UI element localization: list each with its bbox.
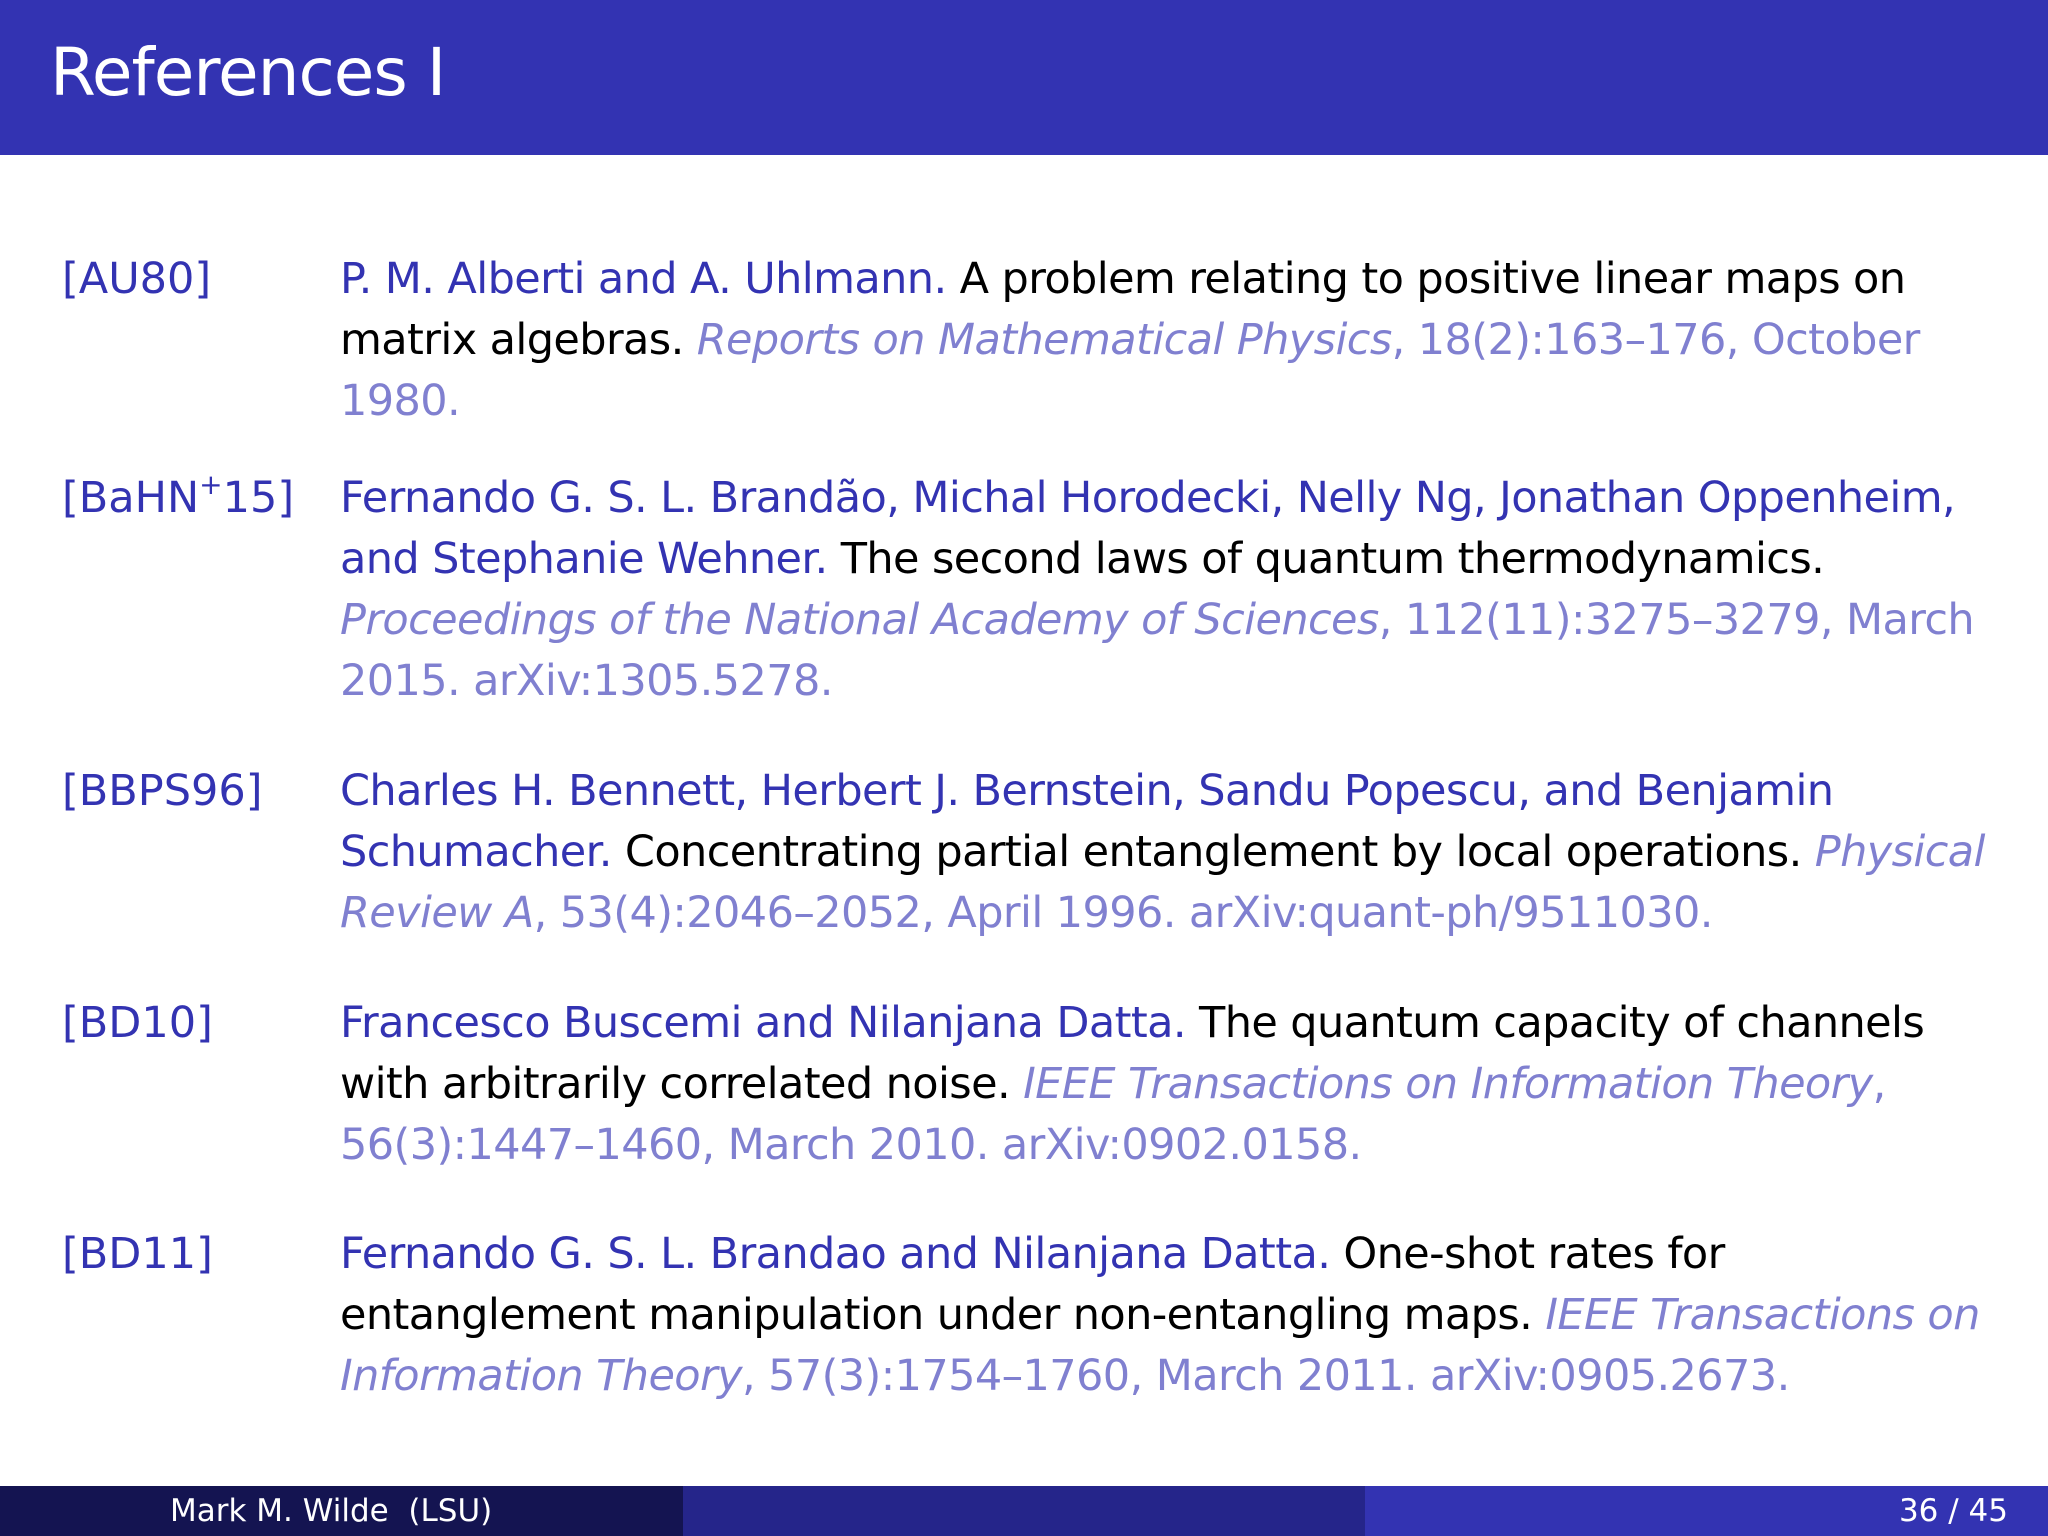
reference-key [62, 468, 294, 529]
reference-text [340, 761, 2000, 944]
reference-details: , 57(3):1754–1760, March 2011. arXiv:0905.2673. [741, 1351, 1790, 1401]
reference-authors: Francesco Buscemi and Nilanjana Datta. [340, 998, 1186, 1048]
reference-text [340, 249, 2000, 432]
reference-text [340, 993, 2000, 1176]
slide-title: References I [50, 34, 446, 111]
footer-middle-panel [683, 1486, 1365, 1536]
page-number: 36 / 45 [1898, 1493, 2008, 1529]
footer-author: Mark M. Wilde (LSU) [170, 1493, 493, 1529]
reference-venue: IEEE Transactions on Information Theory [1023, 1059, 1873, 1109]
reference-authors: Fernando G. S. L. Brandao and Nilanjana Datta. [340, 1229, 1331, 1279]
reference-details: , 56(3):1447–1460, March 2010. arXiv:0902.0158. [340, 1059, 1886, 1170]
reference-venue: Proceedings of the National Academy of Sciences [340, 595, 1379, 645]
reference-venue: Physical Review A [340, 827, 1985, 938]
reference-text [340, 468, 2000, 712]
reference-title: One-shot rates for entanglement manipulation under non-entangling maps. [340, 1229, 1725, 1340]
reference-title: The second laws of quantum thermodynamics. [840, 534, 1825, 584]
footer-author-panel [0, 1486, 683, 1536]
reference-key-superscript: + [199, 468, 223, 501]
reference-details: , 53(4):2046–2052, April 1996. arXiv:quant-ph/9511030. [533, 888, 1713, 938]
reference-key: [BD10] [62, 998, 213, 1048]
footer-page-panel [1365, 1486, 2048, 1536]
reference-title: The quantum capacity of channels with arbitrarily correlated noise. [340, 998, 1925, 1109]
reference-details: , 18(2):163–176, October 1980. [340, 315, 1920, 426]
reference-key-prefix: [BaHN [62, 473, 200, 523]
reference-authors: Charles H. Bennett, Herbert J. Bernstein, Sandu Popescu, and Benjamin Schumacher. [340, 766, 1834, 877]
reference-venue: IEEE Transactions on Information Theory [340, 1290, 1980, 1401]
reference-title: A problem relating to positive linear maps on matrix algebras. [340, 254, 1906, 365]
reference-key: [AU80] [62, 254, 212, 304]
reference-key: [BBPS96] [62, 766, 263, 816]
reference-key: [BD11] [62, 1229, 213, 1279]
reference-key-suffix: 15] [222, 473, 295, 523]
reference-title: Concentrating partial entanglement by local operations. [624, 827, 1802, 877]
reference-text [340, 1224, 2000, 1407]
reference-details: , 112(11):3275–3279, March 2015. arXiv:1305.5278. [340, 595, 1975, 706]
reference-venue: Reports on Mathematical Physics [696, 315, 1392, 365]
slide-footer [0, 1486, 2048, 1536]
reference-authors: P. M. Alberti and A. Uhlmann. [340, 254, 947, 304]
slide-title-bar [0, 0, 2048, 155]
reference-authors: Fernando G. S. L. Brandão, Michal Horodecki, Nelly Ng, Jonathan Oppenheim, and Stephanie Wehner. [340, 473, 1956, 584]
